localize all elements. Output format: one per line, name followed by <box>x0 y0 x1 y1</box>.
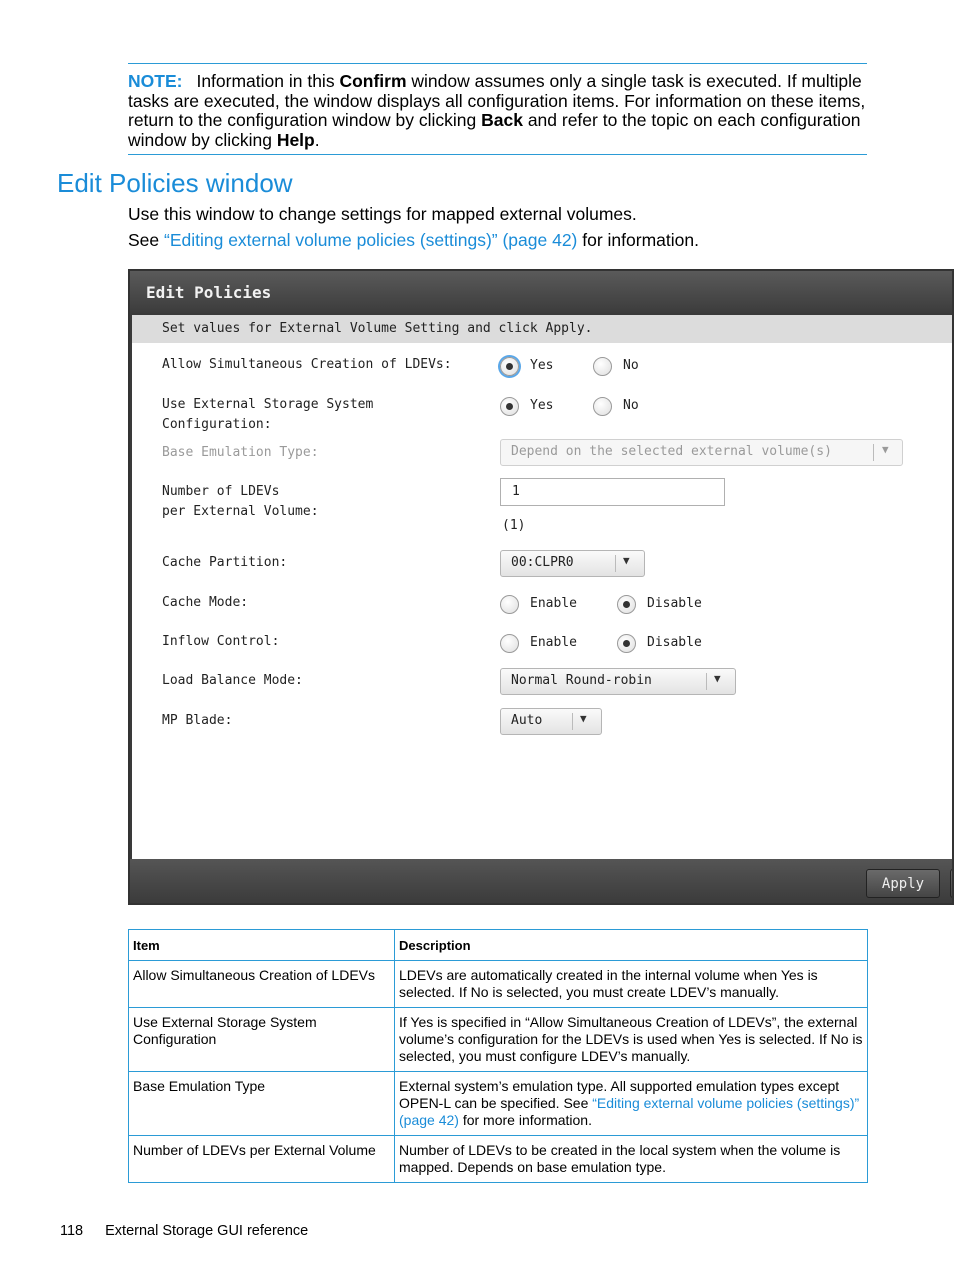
use-label-1: Use External Storage System <box>162 397 374 412</box>
item-description-table <box>128 929 868 1183</box>
dialog-title: Edit Policies <box>146 283 272 302</box>
dialog-instruction: Set values for External Volume Setting and click Apply. <box>162 321 593 336</box>
row-item: Use External Storage System Configuration <box>129 1008 395 1072</box>
use-no-label: No <box>623 398 639 413</box>
row-description: Number of LDEVs to be created in the local system when the volume is mapped. Depends on base emulation type. <box>395 1136 868 1183</box>
row-description <box>395 1072 868 1136</box>
chevron-down-icon: ▼ <box>623 554 630 567</box>
num-ldevs-input[interactable] <box>500 478 725 506</box>
mp-blade-label: MP Blade: <box>162 713 233 728</box>
see-suffix: for information. <box>577 230 699 250</box>
cache-partition-label: Cache Partition: <box>162 555 288 570</box>
inflow-disable-label: Disable <box>647 635 702 650</box>
row-item: Allow Simultaneous Creation of LDEVs <box>129 961 395 1008</box>
base-emulation-select[interactable] <box>500 439 903 466</box>
cache-mode-enable-label: Enable <box>530 596 577 611</box>
next-button-edge[interactable] <box>950 869 954 898</box>
inflow-disable-radio[interactable] <box>617 634 636 653</box>
use-yes-label: Yes <box>530 398 554 413</box>
allow-no-radio[interactable] <box>593 357 612 376</box>
allow-no-label: No <box>623 358 639 373</box>
row-description: If Yes is specified in “Allow Simultaneous Creation of LDEVs”, the external volume’s configuration for the LDEVs is used when Yes is selected. If No is selected, you must configure LDEV’s manually. <box>395 1008 868 1072</box>
row-description-text-end: for more information. <box>458 1112 592 1128</box>
cache-partition-value: 00:CLPR0 <box>511 555 574 570</box>
allow-label: Allow Simultaneous Creation of LDEVs: <box>162 357 452 372</box>
note-text-4: . <box>314 129 320 150</box>
see-link[interactable]: “Editing external volume policies (settings)” (page 42) <box>164 230 578 250</box>
table-row <box>129 961 868 1008</box>
use-label-2: Configuration: <box>162 417 272 432</box>
chevron-down-icon: ▼ <box>714 672 721 685</box>
chevron-down-icon: ▼ <box>882 443 889 456</box>
page-footer <box>60 1223 308 1239</box>
inflow-enable-radio[interactable] <box>500 634 519 653</box>
combo-separator <box>873 444 874 461</box>
footer-section: External Storage GUI reference <box>105 1223 309 1239</box>
note-text-3: and refer to the topic on each configuration window by clicking <box>128 110 861 150</box>
table-header-row <box>129 930 868 961</box>
header-description: Description <box>395 930 868 961</box>
note-text-2: window assumes only a single task is executed. If multiple tasks are executed, the window displays all configuration items. For information on these items, return to the configuration window by clicking <box>128 71 866 130</box>
combo-separator <box>572 713 573 730</box>
table-row <box>129 1008 868 1072</box>
table-row <box>129 1136 868 1183</box>
dialog-body <box>132 343 952 859</box>
chevron-down-icon: ▼ <box>580 712 587 725</box>
intro-paragraph: Use this window to change settings for mapped external volumes. <box>128 204 637 224</box>
note-confirm-term: Confirm <box>339 71 407 91</box>
num-ldevs-value: 1 <box>512 484 520 499</box>
base-emulation-value: Depend on the selected external volume(s) <box>511 444 832 459</box>
allow-yes-label: Yes <box>530 358 554 373</box>
page-number: 118 <box>60 1223 84 1239</box>
mp-blade-value: Auto <box>511 713 543 728</box>
combo-separator <box>615 555 616 572</box>
combo-separator <box>706 673 707 690</box>
cache-partition-select[interactable] <box>500 550 645 577</box>
allow-yes-radio[interactable] <box>500 357 519 376</box>
num-ldevs-hint: (1) <box>502 518 526 533</box>
cache-mode-label: Cache Mode: <box>162 595 249 610</box>
load-balance-select[interactable] <box>500 668 736 695</box>
note-box <box>128 63 867 155</box>
use-yes-radio[interactable] <box>500 397 519 416</box>
cache-mode-disable-radio[interactable] <box>617 595 636 614</box>
cache-mode-disable-label: Disable <box>647 596 702 611</box>
edit-policies-dialog <box>128 269 954 905</box>
row-description-link[interactable]: “Editing external volume policies (settings)” (page 42) <box>399 1095 860 1128</box>
num-ldevs-label-2: per External Volume: <box>162 504 319 519</box>
note-back-term: Back <box>481 110 523 130</box>
row-description: LDEVs are automatically created in the internal volume when Yes is selected. If No is selected, you must create LDEV’s manually. <box>395 961 868 1008</box>
load-balance-value: Normal Round-robin <box>511 673 652 688</box>
dialog-title-bar <box>130 271 952 313</box>
note-label: NOTE: <box>128 71 183 91</box>
row-item: Base Emulation Type <box>129 1072 395 1136</box>
inflow-enable-label: Enable <box>530 635 577 650</box>
note-text-1: Information in this <box>196 71 340 91</box>
see-paragraph <box>128 230 699 251</box>
row-item: Number of LDEVs per External Volume <box>129 1136 395 1183</box>
section-heading: Edit Policies window <box>57 168 293 198</box>
cache-mode-enable-radio[interactable] <box>500 595 519 614</box>
base-emulation-label: Base Emulation Type: <box>162 445 319 460</box>
inflow-control-label: Inflow Control: <box>162 634 280 649</box>
apply-button[interactable] <box>866 869 940 898</box>
note-help-term: Help <box>276 129 315 150</box>
dialog-instruction-bar <box>132 315 952 343</box>
num-ldevs-label-1: Number of LDEVs <box>162 484 280 499</box>
load-balance-label: Load Balance Mode: <box>162 673 303 688</box>
header-item: Item <box>129 930 395 961</box>
row-description-text: External system’s emulation type. All supported emulation types except OPEN-L can be specified. See <box>399 1078 840 1111</box>
use-no-radio[interactable] <box>593 397 612 416</box>
table-row <box>129 1072 868 1136</box>
mp-blade-select[interactable] <box>500 708 602 735</box>
apply-button-label: Apply <box>881 876 925 892</box>
dialog-footer <box>130 859 952 905</box>
see-prefix: See <box>128 230 164 250</box>
